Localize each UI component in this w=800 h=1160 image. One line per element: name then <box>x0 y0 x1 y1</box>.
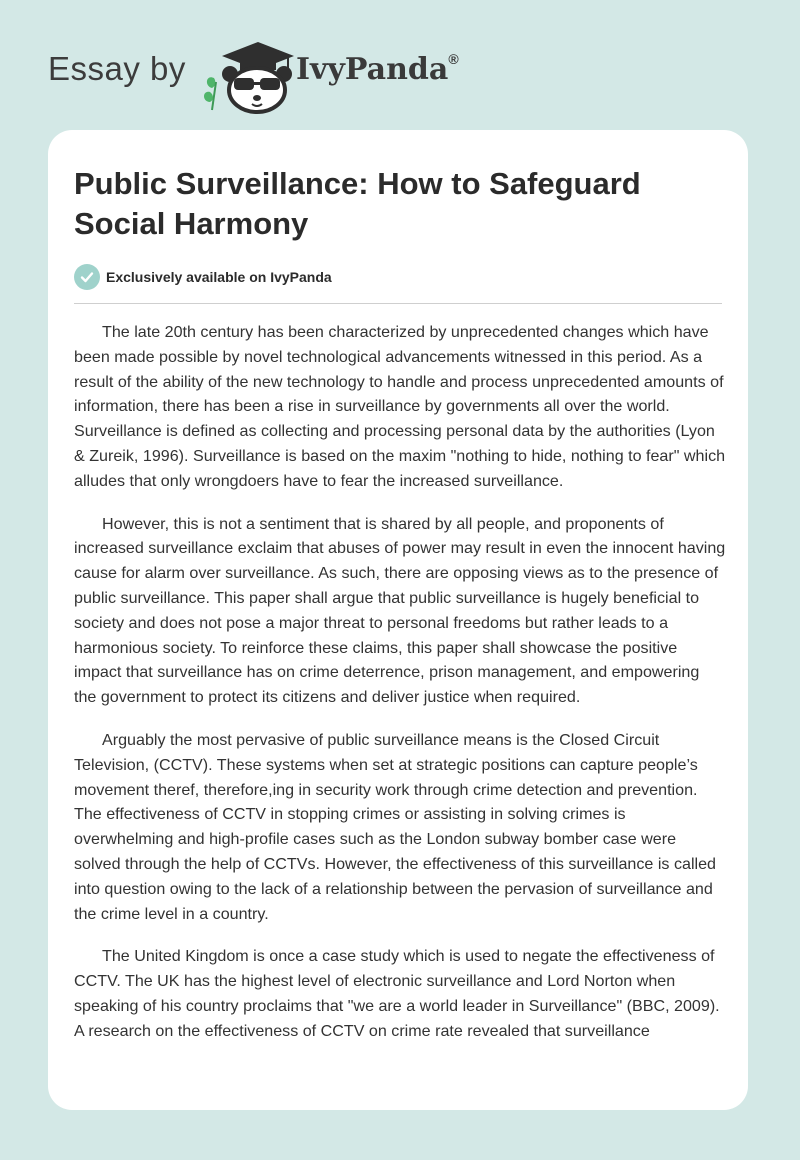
site-header <box>0 0 800 130</box>
ivy-leaf-icon <box>204 77 216 110</box>
panda-logo-icon[interactable] <box>200 34 296 114</box>
article-body <box>74 320 726 1062</box>
registered-mark: ® <box>448 51 459 67</box>
essay-by-label: Essay by <box>48 50 186 87</box>
panda-face-icon <box>222 66 292 112</box>
exclusive-badge <box>74 263 332 291</box>
exclusive-badge-label: Exclusively available on IvyPanda <box>106 269 332 285</box>
paragraph: The late 20th century has been characterized by unprecedented changes which have been made possible by novel technological advancements witnessed in this period. As a result of the ability of the new technology to handle and process unprecedented amounts of information, there has been a rise in surveillance by governments all over the world. Surveillance is defined as collecting and processing personal data by the authorities (Lyon & Zureik, 1996). Surveillance is based on the maxim "nothing to hide, nothing to fear" which alludes that only wrongdoers have to fear the increased surveillance. <box>74 323 726 490</box>
brand-name[interactable] <box>296 52 459 87</box>
check-icon <box>74 264 100 290</box>
article-card <box>48 130 748 1110</box>
brand-name-text: IvyPanda <box>296 52 449 87</box>
paragraph: The United Kingdom is once a case study which is used to negate the effectiveness of CCTV. The UK has the highest level of electronic surveillance and Lord Norton when speaking of his country proclaims that "we are a world leader in Surveillance" (BBC, 2009). A research on the effectiveness of CCTV on crime rate revealed that surveillance <box>74 947 720 1040</box>
page-title: Public Surveillance: How to Safeguard Social Harmony <box>74 166 641 241</box>
paragraph: However, this is not a sentiment that is shared by all people, and proponents of increased surveillance exclaim that abuses of power may result in even the innocent having cause for alarm over surveillance. As such, there are opposing views as to the presence of public surveillance. This paper shall argue that public surveillance is hugely beneficial to society and does not pose a major threat to personal freedoms but rather leads to a harmonious society. To reinforce these claims, this paper shall showcase the positive impact that surveillance has on crime deterrence, prison management, and empowering the government to protect its citizens and deliver justice when required. <box>74 514 726 707</box>
divider <box>74 303 722 304</box>
paragraph: Arguably the most pervasive of public surveillance means is the Closed Circuit Television, (CCTV). These systems when set at strategic positions can capture people’s movement theref, therefore,ing in security work through crime detection and prevention. The effectiveness of CCTV in stopping crimes or assisting in solving crimes is overwhelming and high-profile cases such as the London subway bomber case were solved through the help of CCTVs. However, the effectiveness of this surveillance is called into question owing to the lack of a relationship between the pervasion of surveillance and the crime level in a country. <box>74 730 716 923</box>
